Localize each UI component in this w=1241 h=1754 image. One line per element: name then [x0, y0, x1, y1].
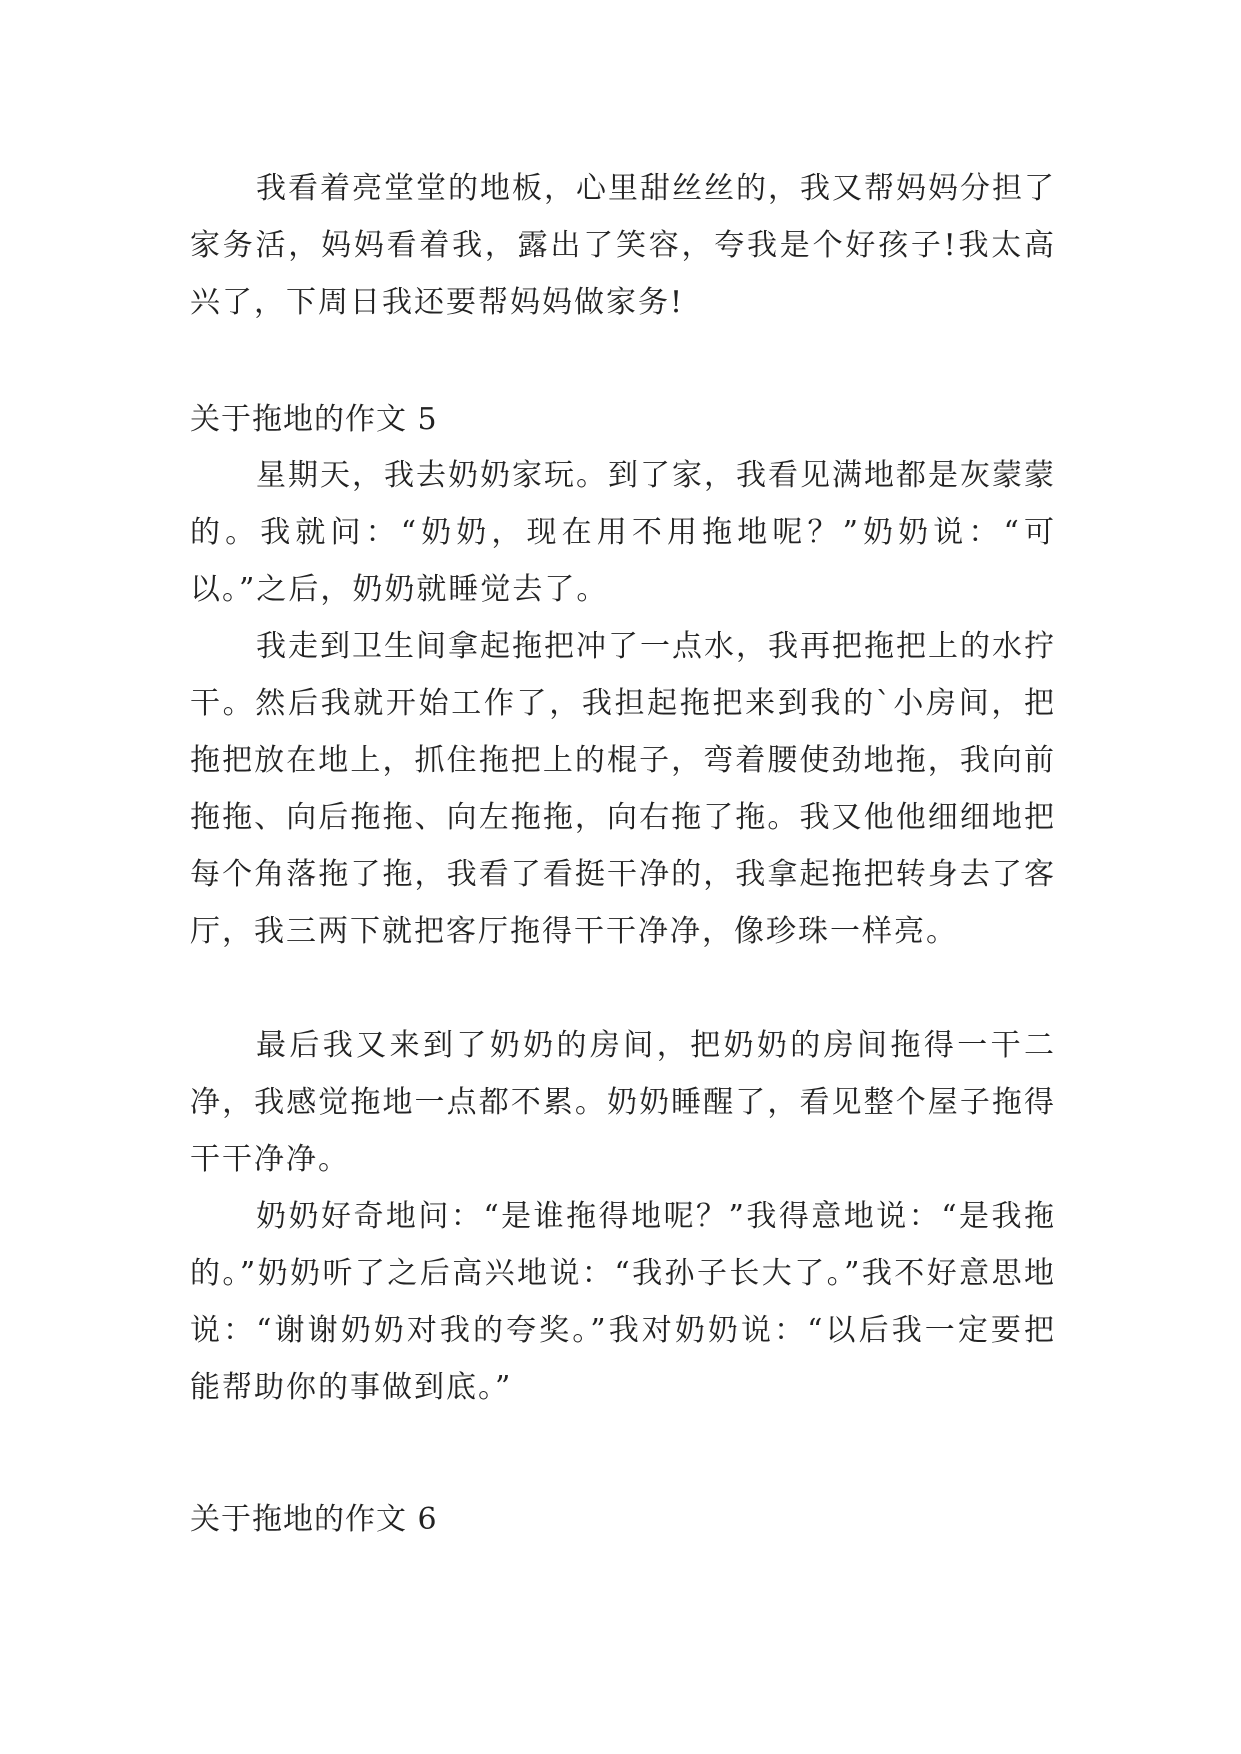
paragraph: 奶奶好奇地问：“是谁拖得地呢？”我得意地说：“是我拖的。”奶奶听了之后高兴地说：“我孙子长大了。”我不好意思地说：“谢谢奶奶对我的夸奖。”我对奶奶说：“以后我一定要把能帮助你的事做到底。”	[190, 1199, 1056, 1405]
paragraph: 星期天，我去奶奶家玩。到了家，我看见满地都是灰蒙蒙的。我就问：“奶奶，现在用不用拖地呢？”奶奶说：“可以。”之后，奶奶就睡觉去了。	[190, 458, 1056, 607]
paragraph: 我看着亮堂堂的地板，心里甜丝丝的，我又帮妈妈分担了家务活，妈妈看着我，露出了笑容，夸我是个好孩子!我太高兴了，下周日我还要帮妈妈做家务!	[190, 171, 1056, 320]
paragraph: 最后我又来到了奶奶的房间，把奶奶的房间拖得一干二净，我感觉拖地一点都不累。奶奶睡醒了，看见整个屋子拖得干干净净。	[190, 1028, 1056, 1177]
paragraph: 我走到卫生间拿起拖把冲了一点水，我再把拖把上的水拧干。然后我就开始工作了，我担起拖把来到我的`小房间，把拖把放在地上，抓住拖把上的棍子，弯着腰使劲地拖，我向前拖拖、向后拖拖、向左拖拖，向右拖了拖。我又他他细细地把每个角落拖了拖，我看了看挺干净的，我拿起拖把转身去了客厅，我三两下就把客厅拖得干干净净，像珍珠一样亮。	[190, 629, 1056, 949]
section-heading: 关于拖地的作文 5	[190, 402, 438, 437]
section-heading: 关于拖地的作文 6	[190, 1502, 438, 1537]
